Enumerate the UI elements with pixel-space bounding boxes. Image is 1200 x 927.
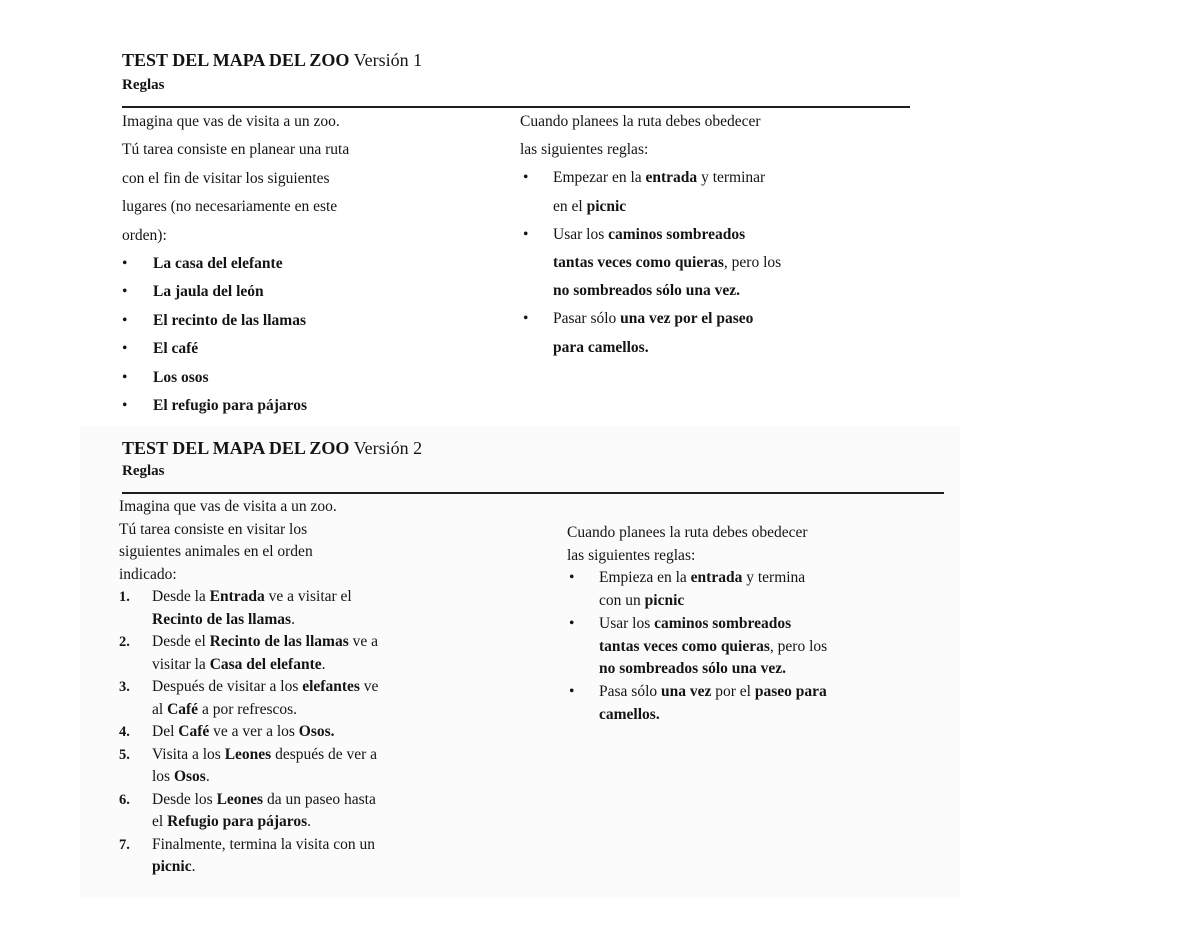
intro-line: indicado: bbox=[119, 565, 177, 583]
list-item: • El refugio para pájaros bbox=[122, 392, 522, 420]
intro-line: lugares (no necesariamente en este bbox=[122, 198, 338, 216]
bullet-icon: • bbox=[569, 614, 575, 632]
bullet-icon: • bbox=[122, 397, 128, 415]
rules-intro-line: las siguientes reglas: bbox=[567, 546, 696, 564]
bullet-icon: • bbox=[569, 569, 575, 587]
bullet-icon: • bbox=[569, 682, 575, 700]
rules-list bbox=[567, 567, 967, 726]
bullet-icon: • bbox=[122, 311, 128, 329]
version-2-rules-label: Reglas bbox=[122, 463, 165, 479]
divider-line bbox=[122, 492, 944, 494]
version-2-title: TEST DEL MAPA DEL ZOO Versión 2 bbox=[122, 438, 423, 458]
version-1-instructions bbox=[122, 108, 522, 420]
rule-item: • Usar los caminos sombreados tantas veces como quieras, pero los no sombreados sólo una vez. bbox=[520, 221, 920, 306]
list-item: 1. Desde la Entrada ve a visitar el Recinto de las llamas. bbox=[119, 588, 352, 628]
bullet-icon: • bbox=[122, 368, 128, 386]
rule-item: • Empezar en la entrada y terminar en el picnic bbox=[520, 164, 920, 220]
rules-intro-line: Cuando planees la ruta debes obedecer bbox=[520, 113, 761, 130]
list-item: • El recinto de las llamas bbox=[122, 307, 522, 335]
bullet-icon: • bbox=[523, 169, 529, 187]
list-item: 7. Finalmente, termina la visita con un picnic. bbox=[119, 835, 375, 875]
version-1-rules-label: Reglas bbox=[122, 77, 165, 93]
list-item: • La jaula del león bbox=[122, 278, 522, 306]
version-2-instructions bbox=[119, 496, 549, 879]
rule-item: • Pasa sólo una vez por el paseo para camellos. bbox=[569, 682, 827, 723]
version-1-rules bbox=[520, 108, 920, 362]
version-2-rules bbox=[567, 522, 967, 726]
intro-line: Imagina que vas de visita a un zoo. bbox=[122, 113, 340, 130]
zoo-map-test-version-1 bbox=[122, 44, 922, 416]
list-item: 2. Desde el Recinto de las llamas ve a visitar la Casa del elefante. bbox=[119, 633, 378, 673]
zoo-map-test-version-2 bbox=[80, 425, 960, 897]
intro-line: orden): bbox=[122, 226, 167, 244]
version-1-title: TEST DEL MAPA DEL ZOO Versión 1 bbox=[122, 50, 423, 70]
intro-line: Tú tarea consiste en planear una ruta bbox=[122, 141, 350, 159]
intro-line: Tú tarea consiste en visitar los bbox=[119, 520, 308, 538]
list-item: 4. Del Café ve a ver a los Osos. bbox=[119, 723, 335, 740]
intro-line: Imagina que vas de visita a un zoo. bbox=[119, 498, 337, 515]
rules-intro-line: las siguientes reglas: bbox=[520, 141, 649, 159]
rule-item: • Empieza en la entrada y termina con un picnic bbox=[569, 569, 806, 610]
intro-line: con el fin de visitar los siguientes bbox=[122, 169, 330, 187]
bullet-icon: • bbox=[122, 283, 128, 301]
steps-list bbox=[119, 586, 549, 879]
list-item: 3. Después de visitar a los elefantes ve al Café a por refrescos. bbox=[119, 678, 379, 718]
bullet-icon: • bbox=[122, 255, 128, 273]
list-item: • El café bbox=[122, 335, 522, 363]
list-item: 5. Visita a los Leones después de ver a los Osos. bbox=[119, 745, 378, 785]
bullet-icon: • bbox=[122, 340, 128, 358]
bullet-icon: • bbox=[523, 310, 529, 328]
bullet-icon: • bbox=[523, 225, 529, 243]
list-item: • Los osos bbox=[122, 364, 522, 392]
rules-intro-line: Cuando planees la ruta debes obedecer bbox=[567, 524, 808, 541]
intro-line: siguientes animales en el orden bbox=[119, 543, 313, 560]
list-item: 6. Desde los Leones da un paseo hasta el Refugio para pájaros. bbox=[119, 790, 376, 830]
rule-item: • Pasar sólo una vez por el paseo para camellos. bbox=[520, 305, 920, 361]
rule-item: • Usar los caminos sombreados tantas veces como quieras, pero los no sombreados sólo una vez. bbox=[569, 614, 828, 678]
rules-list bbox=[520, 164, 920, 361]
places-list bbox=[122, 250, 522, 420]
list-item: • La casa del elefante bbox=[122, 250, 522, 278]
